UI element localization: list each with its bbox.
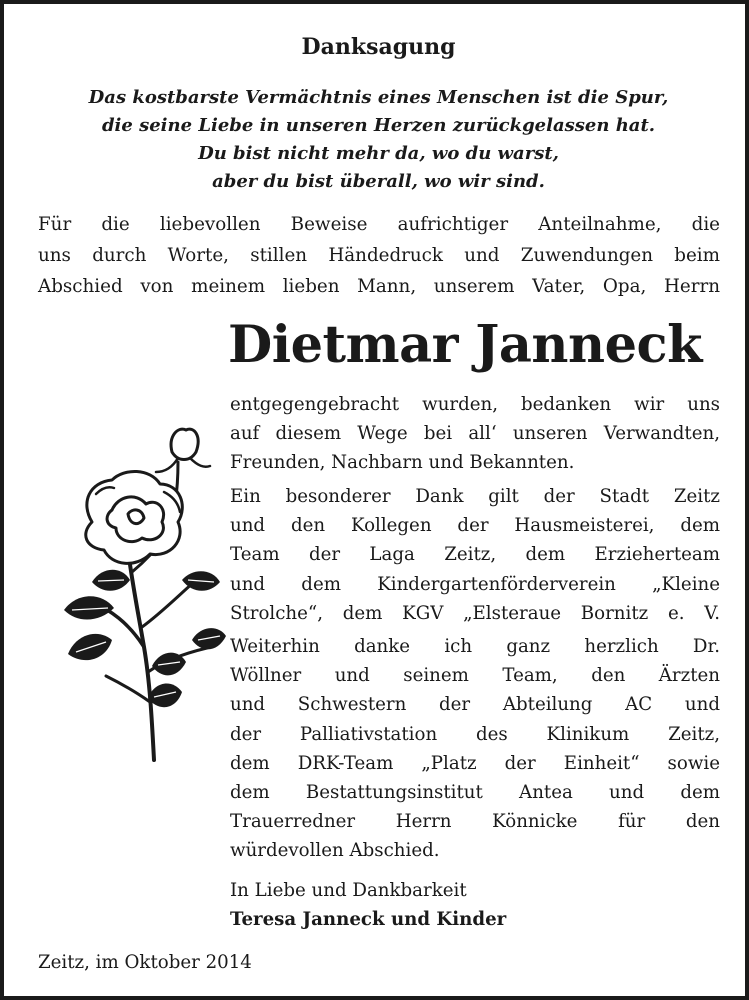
intro-line: uns durch Worte, stillen Händedruck und Zuwendungen beim xyxy=(38,245,720,266)
paragraph-line: Wöllner und seinem Team, den Ärzten xyxy=(230,665,720,687)
memorial-quote xyxy=(4,84,749,196)
place-date: Zeitz, im Oktober 2014 xyxy=(38,952,252,973)
thanks-paragraph-2 xyxy=(230,482,720,628)
paragraph-line: und den Kollegen der Hausmeisterei, dem xyxy=(230,515,720,537)
quote-line: die seine Liebe in unseren Herzen zurückgelassen hat. xyxy=(101,115,656,136)
paragraph-line: Weiterhin danke ich ganz herzlich Dr. xyxy=(230,636,720,657)
paragraph-line: dem DRK-Team „Platz der Einheit“ sowie xyxy=(230,752,720,774)
paragraph-line: Strolche“, dem KGV „Elsteraue Bornitz e. V. xyxy=(230,602,720,624)
paragraph-line: Freunden, Nachbarn und Bekannten. xyxy=(230,452,575,474)
paragraph-line: dem Bestattungsinstitut Antea und dem xyxy=(230,782,720,804)
intro-line: Für die liebevollen Beweise aufrichtiger Anteilnahme, die xyxy=(38,214,720,235)
closing-line: In Liebe und Dankbarkeit xyxy=(230,880,467,901)
thanks-paragraph-3 xyxy=(230,632,720,866)
paragraph-line: Team der Laga Zeitz, dem Erzieherteam xyxy=(230,544,720,566)
paragraph-line: der Palliativstation des Klinikum Zeitz, xyxy=(230,723,720,745)
quote-line: Das kostbarste Vermächtnis eines Menschen ist die Spur, xyxy=(88,87,669,108)
paragraph-line: entgegengebracht wurden, bedanken wir uns xyxy=(230,394,720,415)
paragraph-line: Trauerredner Herrn Könnicke für den xyxy=(230,811,720,833)
paragraph-line: würdevollen Abschied. xyxy=(230,840,440,862)
signature: Teresa Janneck und Kinder xyxy=(230,909,507,930)
paragraph-line: Ein besonderer Dank gilt der Stadt Zeitz xyxy=(230,486,720,507)
paragraph-line: und Schwestern der Abteilung AC und xyxy=(230,694,720,716)
paragraph-line: auf diesem Wege bei all‘ unseren Verwandten, xyxy=(230,423,720,445)
paragraph-line: und dem Kindergartenförderverein „Kleine xyxy=(230,573,720,595)
intro-paragraph xyxy=(38,209,720,302)
intro-line: Abschied von meinem lieben Mann, unserem Vater, Opa, Herrn xyxy=(38,276,720,297)
thanks-paragraph-1 xyxy=(230,390,720,478)
notice-heading: Danksagung xyxy=(301,34,456,60)
deceased-name: Dietmar Janneck xyxy=(228,315,702,375)
rose-illustration xyxy=(32,422,228,762)
quote-line: aber du bist überall, wo wir sind. xyxy=(212,171,545,192)
quote-line: Du bist nicht mehr da, wo du warst, xyxy=(198,143,559,164)
